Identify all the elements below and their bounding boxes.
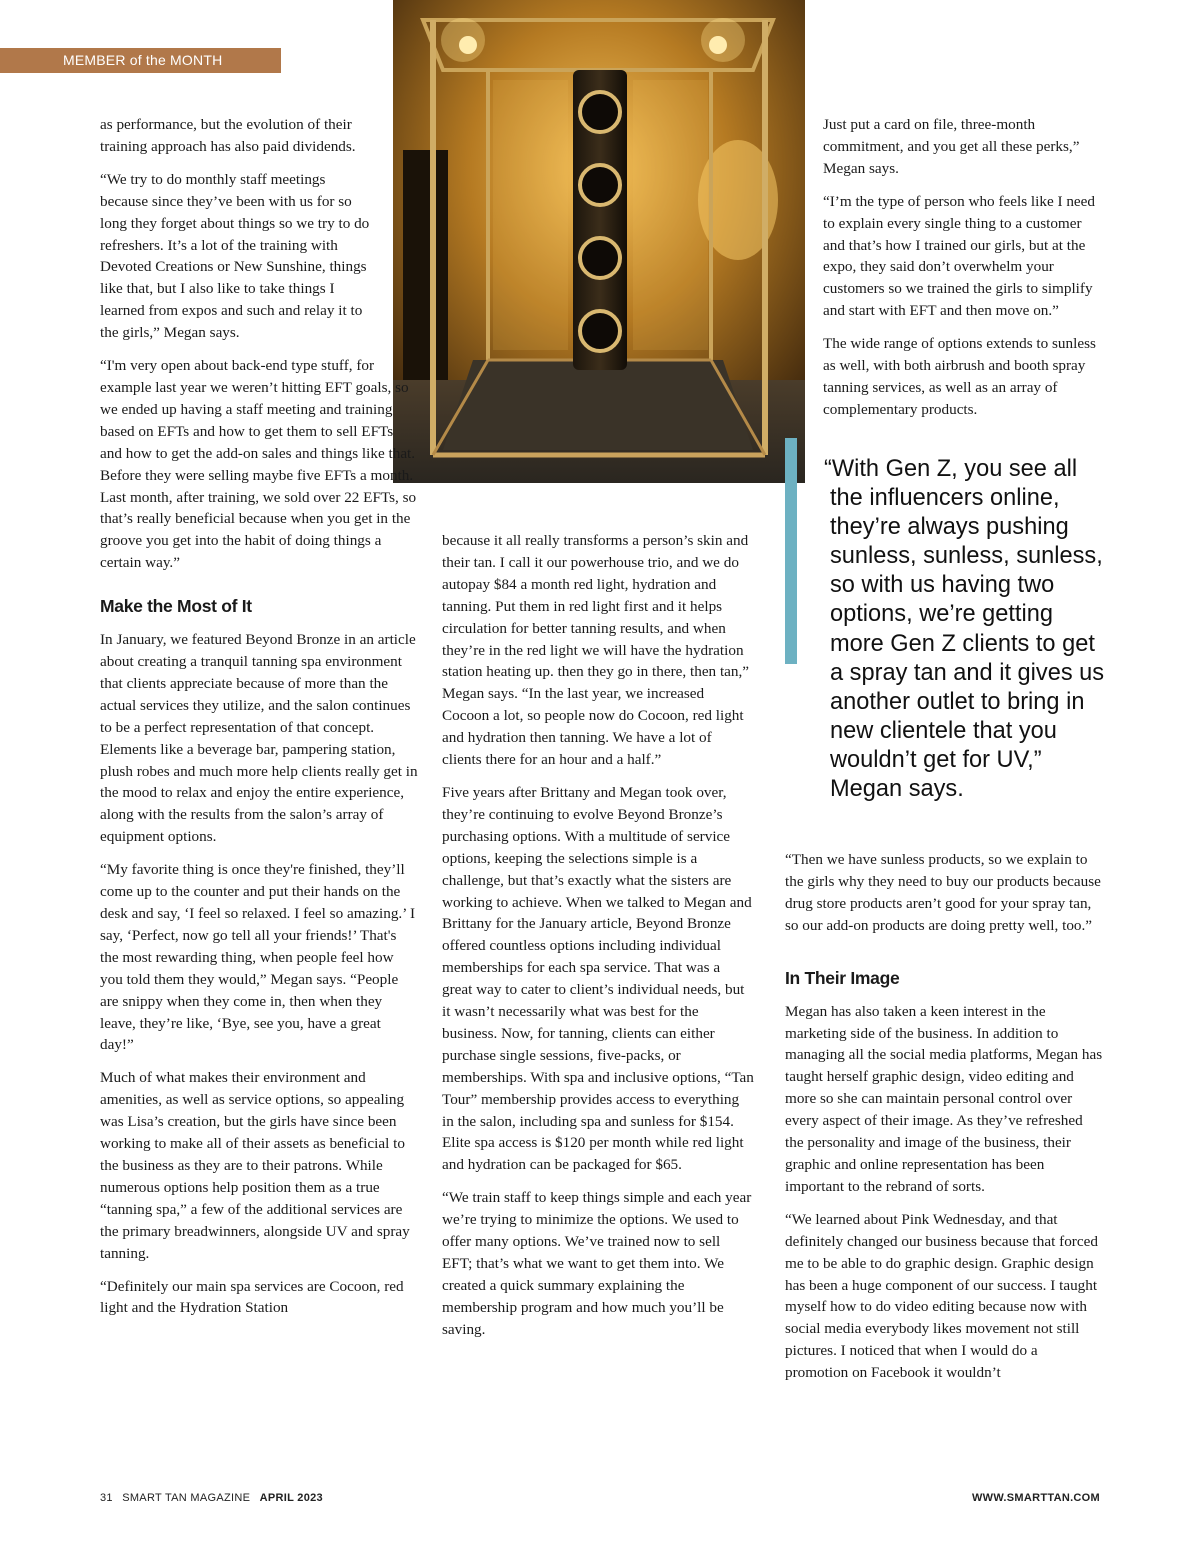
pullquote-bar [785, 438, 797, 664]
paragraph: “My favorite thing is once they're finished, they’ll come up to the counter and put their hands on the desk and say, ‘I feel so relaxed. I feel so amazing.’ I say, ‘Perfect, now go tell all your friends!’ That's the most rewarding thing, when people feel how you told them they would,” Megan says. “People are snippy when they come in, then when they leave, they’re like, ‘Bye, see you, have a great day!” [100, 861, 415, 1054]
section-heading: Make the Most of It [100, 596, 252, 617]
article-column-3 [823, 114, 1105, 432]
paragraph: Five years after Brittany and Megan took over, they’re continuing to evolve Beyond Bronze’s purchasing options. With a multitude of service options, keeping the selections simple is a challenge, but that’s exactly what the sisters are working to achieve. When we talked to Megan and Brittany for the January article, Beyond Bronze offered countless options including individual memberships for each spa service. That was a great way to cater to client’s individual needs, but it wasn’t necessarily what was best for the business. Now, for tanning, clients can either purchase single sessions, five-packs, or memberships. With spa and inclusive options, “Tan Tour” membership provides access to everything in the salon, including spa and sunless for $154. Elite spa access is $120 per month while red light and hydration can be packaged for $65. [442, 783, 754, 1174]
section-heading: In Their Image [785, 967, 900, 988]
footer-left [100, 1492, 323, 1504]
page-number: 31 [100, 1492, 113, 1504]
paragraph: “We learned about Pink Wednesday, and that definitely changed our business because that forced me to be able to do graphic design. Graphic design has been a huge component of our success. I taught myself how to do video editing because now with social media everybody likes movement not still pictures. I noticed that when I would do a promotion on Facebook it wouldn’t [785, 1210, 1098, 1382]
section-label: MEMBER of the MONTH [0, 48, 281, 73]
paragraph: as performance, but the evolution of their training approach has also paid dividends. [100, 116, 356, 155]
paragraph: The wide range of options extends to sunless as well, with both airbrush and booth spray tanning services, as well as an array of complementary products. [823, 335, 1096, 418]
tanning-booth-photo [393, 0, 805, 483]
paragraph: “Definitely our main spa services are Cocoon, red light and the Hydration Station [100, 1277, 404, 1317]
paragraph: “We train staff to keep things simple and each year we’re trying to minimize the options. We used to offer many options. We’ve trained now to sell EFT; that’s what we want to get them into. We created a quick summary explaining the membership program and how much you’ll be saving. [442, 1189, 752, 1338]
paragraph: Megan has also taken a keen interest in the marketing side of the business. In addition to managing all the social media platforms, Megan has taught herself graphic design, video editing and more so she can maintain personal control over every aspect of their image. As they’ve refreshed the personality and image of the business, their graphic and online representation has been important to the rebrand of sorts. [785, 1002, 1103, 1195]
paragraph: Much of what makes their environment and amenities, as well as service options, so appealing was Lisa’s creation, but the girls have since been working to make all of their assets as beneficial to the business as they are to their patrons. While numerous options help position them as a true “tanning spa,” a few of the additional services are the primary breadwinners, alongside UV and spray tanning. [100, 1069, 410, 1262]
paragraph: because it all really transforms a person’s skin and their tan. I call it our powerhouse trio, and we do autopay $84 a month red light, hydration and tanning. Put them in red light first and it helps circulation for better tanning results, and when they’re in the red light we will have the hydration station heating up. then they go in there, then tan,” Megan says. “In the last year, we increased Cocoon a lot, so people now do Cocoon, red light and hydration then tanning. We have a lot of clients there for an hour and a half.” [442, 532, 750, 769]
pullquote: “With Gen Z, you see all the influencers online, they’re always pushing sunless, sunless, sunless, so with us having two options, we’re getting more Gen Z clients to get a spray tan and it gives us another outlet to bring in new clientele that you wouldn’t get for UV,” Megan says. [824, 456, 1105, 803]
magazine-name: SMART TAN MAGAZINE [122, 1492, 251, 1504]
paragraph: “I'm very open about back-end type stuff, for example last year we weren’t hitting EFT goals, so we ended up having a staff meeting and training based on EFTs and how to get them to sell EFTs and how to get the add-on sales and things like that. Before they were selling maybe five EFTs a month. Last month, after training, we sold over 22 EFTs, so that’s really beneficial because when you get in the groove you get into the habit of doing things a certain way.” [100, 357, 417, 572]
paragraph: “Then we have sunless products, so we explain to the girls why they need to buy our products because drug store products aren’t good for your spray tan, so our add-on products are doing pretty well, too.” [785, 851, 1101, 934]
article-column-4 [785, 849, 1103, 1395]
paragraph: “We try to do monthly staff meetings because since they’ve been with us for so long they forget about things so we try to do refreshers. It’s a lot of the training with Devoted Creations or New Sunshine, things like that, but I also like to take things I learned from expos and such and relay it to the girls,” Megan says. [100, 170, 370, 342]
issue-date: APRIL 2023 [259, 1492, 323, 1504]
website-url: WWW.SMARTTAN.COM [971, 1492, 1100, 1504]
paragraph: Just put a card on file, three-month commitment, and you get all these perks,” Megan says. [823, 116, 1080, 177]
paragraph: “I’m the type of person who feels like I need to explain every single thing to a customer and that’s how I trained our girls, but at the expo, they said don’t overwhelm your customers so we trained the girls to simplify and start with EFT and then move on.” [823, 192, 1096, 320]
article-column-1 [100, 114, 418, 1330]
article-column-2 [442, 530, 754, 1352]
paragraph: In January, we featured Beyond Bronze in an article about creating a tranquil tanning spa environment that clients appreciate because of more than the actual services they utilize, and the salon continues to be a perfect representation of that concept. Elements like a beverage bar, pampering station, plush robes and much more help clients really get in the mood to relax and enjoy the entire experience, along with the results from the salon’s array of equipment options. [100, 631, 418, 846]
